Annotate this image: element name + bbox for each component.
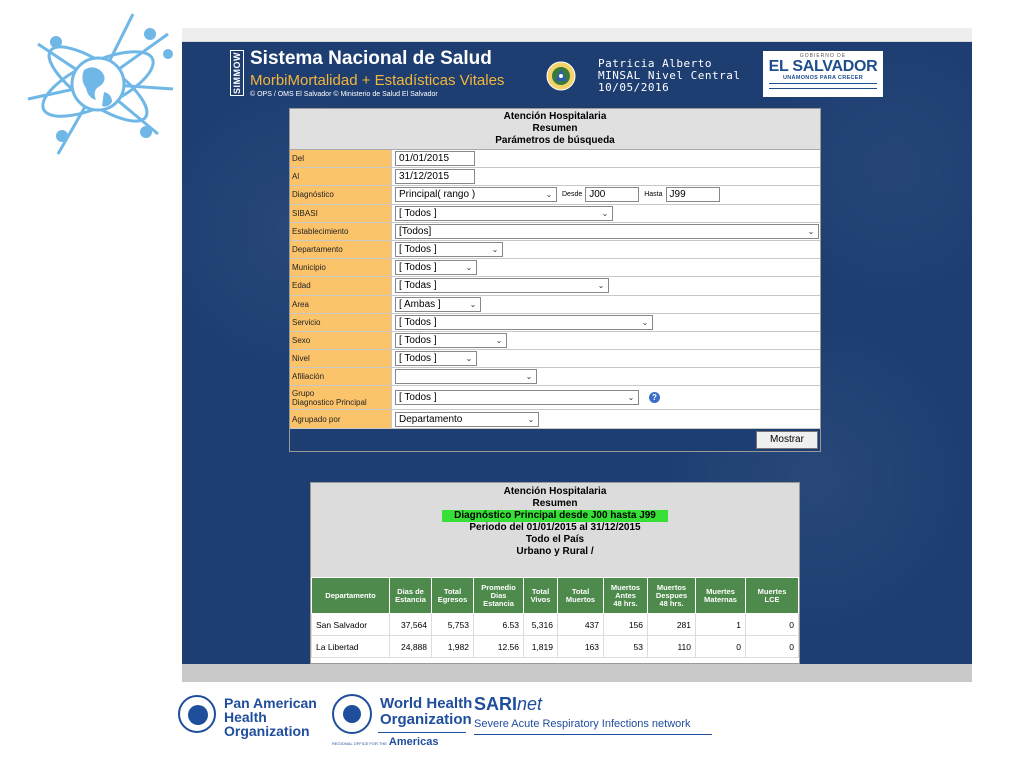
- col-muertes-lce: Muertes LCE: [746, 578, 799, 614]
- col-muertos-antes: Muertos Antes 48 hrs.: [604, 578, 648, 614]
- paho-emblem-icon: [178, 695, 216, 733]
- cell-departamento: San Salvador: [312, 614, 390, 636]
- chevron-down-icon: ⌄: [807, 226, 815, 236]
- row-edad: [290, 277, 820, 295]
- area-label: Area: [290, 296, 392, 313]
- chevron-down-icon: ⌄: [597, 281, 605, 291]
- sexo-select-value: [ Todos ]: [399, 334, 437, 346]
- row-nivel: [290, 350, 820, 368]
- servicio-label: Servicio: [290, 314, 392, 331]
- hasta-label: Hasta: [644, 191, 663, 199]
- departamento-label: Departamento: [290, 241, 392, 258]
- sexo-label: Sexo: [290, 332, 392, 349]
- mostrar-button[interactable]: Mostrar: [756, 431, 818, 449]
- departamento-select[interactable]: [395, 242, 503, 257]
- browser-screenshot: [182, 28, 972, 682]
- who-region-small: REGIONAL OFFICE FOR THE: [332, 741, 387, 746]
- servicio-select-value: [ Todos ]: [399, 316, 437, 328]
- row-diagnostico: [290, 186, 820, 204]
- params-subtitle: Resumen: [532, 123, 578, 134]
- chevron-down-icon: ⌄: [491, 245, 499, 255]
- el-salvador-logo: [762, 50, 884, 98]
- chevron-down-icon: ⌄: [465, 354, 473, 364]
- col-total-egresos: Total Egresos: [432, 578, 474, 614]
- cell-lce: 0: [746, 636, 799, 658]
- cell-lce: 0: [746, 614, 799, 636]
- agrupado-por-select[interactable]: [395, 412, 539, 427]
- cell-antes: 156: [604, 614, 648, 636]
- establecimiento-select[interactable]: [395, 224, 819, 239]
- nivel-label: Nivel: [290, 350, 392, 367]
- simmow-badge: SIMMOW: [232, 52, 242, 94]
- departamento-select-value: [ Todos ]: [399, 244, 437, 256]
- chevron-down-icon: ⌄: [627, 393, 635, 403]
- afiliacion-label: Afiliación: [290, 368, 392, 385]
- establecimiento-label: Establecimiento: [290, 223, 392, 240]
- results-subtitle: Resumen: [532, 498, 578, 509]
- cell-despues: 110: [648, 636, 696, 658]
- row-agrupado-por: [290, 410, 820, 428]
- copyright-text: © OPS / OMS El Salvador © Ministerio de Salud El Salvador: [250, 91, 438, 98]
- cell-promedio: 12.56: [474, 636, 524, 658]
- results-header: [311, 483, 799, 577]
- col-departamento: Departamento: [312, 578, 390, 614]
- chevron-down-icon: ⌄: [545, 190, 553, 200]
- cell-despues: 281: [648, 614, 696, 636]
- cell-dias: 24,888: [390, 636, 432, 658]
- row-sibasi: [290, 205, 820, 223]
- desde-input[interactable]: J00: [585, 187, 639, 202]
- who-divider: [378, 732, 466, 733]
- partner-logos: [170, 690, 730, 754]
- user-org: MINSAL Nivel Central: [598, 69, 741, 82]
- who-region: [332, 736, 438, 748]
- nivel-select[interactable]: [395, 351, 477, 366]
- chevron-down-icon: ⌄: [465, 263, 473, 273]
- logo-small-text: GOBIERNO DE: [799, 53, 847, 59]
- results-panel: [310, 482, 800, 664]
- params-footer: [290, 429, 820, 451]
- current-date: 10/05/2016: [598, 81, 670, 94]
- chevron-down-icon: ⌄: [469, 299, 477, 309]
- results-table: [311, 577, 799, 658]
- row-municipio: [290, 259, 820, 277]
- chevron-down-icon: ⌄: [495, 335, 503, 345]
- cell-egresos: 1,982: [432, 636, 474, 658]
- logo-stripes: [769, 83, 877, 89]
- params-header: [290, 109, 820, 150]
- browser-statusbar: [182, 664, 972, 682]
- who-emblem-icon: [332, 694, 372, 734]
- chevron-down-icon: ⌄: [601, 208, 609, 218]
- system-title: Sistema Nacional de Salud: [250, 48, 492, 69]
- row-departamento: [290, 241, 820, 259]
- who-region-name: Americas: [388, 736, 439, 748]
- row-del: [290, 150, 820, 168]
- cell-antes: 53: [604, 636, 648, 658]
- grupo-diagnostico-select[interactable]: [395, 390, 639, 405]
- who-line1: World Health: [380, 695, 473, 712]
- cell-departamento: La Libertad: [312, 636, 390, 658]
- del-date-input[interactable]: 01/01/2015: [395, 151, 475, 166]
- row-servicio: [290, 314, 820, 332]
- row-establecimiento: [290, 223, 820, 241]
- globe-emblem-icon: [18, 4, 178, 164]
- logo-main-text: EL SALVADOR: [768, 58, 878, 75]
- area-select[interactable]: [395, 297, 481, 312]
- servicio-select[interactable]: [395, 315, 653, 330]
- desde-label: Desde: [562, 191, 583, 199]
- results-period: Periodo del 01/01/2015 al 31/12/2015: [469, 522, 641, 533]
- cell-muertos: 437: [558, 614, 604, 636]
- diagnostico-label: Diagnóstico: [290, 186, 392, 203]
- al-label: Al: [290, 168, 392, 185]
- cell-muertos: 163: [558, 636, 604, 658]
- table-header-row: [312, 578, 799, 614]
- nivel-select-value: [ Todos ]: [399, 353, 437, 365]
- col-total-vivos: Total Vivos: [524, 578, 558, 614]
- col-muertos-despues: Muertos Despues 48 hrs.: [648, 578, 696, 614]
- national-seal-icon: [546, 61, 576, 91]
- edad-select[interactable]: [395, 278, 609, 293]
- edad-label: Edad: [290, 277, 392, 294]
- municipio-select-value: [ Todos ]: [399, 262, 437, 274]
- diagnostico-select[interactable]: [395, 187, 557, 202]
- agrupado-por-select-value: Departamento: [399, 413, 463, 425]
- col-promedio: Promedio Dias Estancia: [474, 578, 524, 614]
- search-parameters-form: [289, 108, 821, 452]
- paho-name: [224, 696, 317, 738]
- chevron-down-icon: ⌄: [641, 317, 649, 327]
- cell-vivos: 1,819: [524, 636, 558, 658]
- params-caption: Parámetros de búsqueda: [495, 135, 615, 146]
- cell-maternas: 0: [696, 636, 746, 658]
- establecimiento-select-value: [Todos]: [399, 225, 432, 237]
- paho-line2: Health: [224, 709, 267, 725]
- cell-vivos: 5,316: [524, 614, 558, 636]
- logo-tagline: UNÁMONOS PARA CRECER: [783, 75, 863, 81]
- agrupado-por-label: Agrupado por: [290, 410, 392, 427]
- area-select-value: [ Ambas ]: [399, 298, 441, 310]
- grupo-label-line1: Grupo: [292, 388, 315, 398]
- sarinet-logo: [474, 694, 542, 715]
- user-name: Patricia Alberto: [598, 57, 712, 70]
- hasta-input[interactable]: J99: [666, 187, 720, 202]
- results-scope: Todo el País: [525, 534, 585, 545]
- municipio-label: Municipio: [290, 259, 392, 276]
- sibasi-select[interactable]: [395, 206, 613, 221]
- diagnostico-select-value: Principal( rango ): [399, 189, 476, 201]
- help-icon[interactable]: ?: [649, 392, 660, 403]
- sari-italic: net: [517, 694, 543, 714]
- who-name: [380, 696, 472, 728]
- web-viewport: [182, 42, 972, 664]
- results-diagnosis-highlight: Diagnóstico Principal desde J00 hasta J99: [442, 510, 668, 522]
- edad-select-value: [ Todas ]: [399, 280, 437, 292]
- results-area: Urbano y Rural /: [516, 546, 594, 557]
- user-info: [598, 58, 740, 94]
- row-area: [290, 296, 820, 314]
- who-line2: Organization: [380, 711, 472, 728]
- params-title: Atención Hospitalaria: [503, 111, 607, 122]
- grupo-label-line2: Diagnostico Principal: [292, 397, 367, 407]
- sarinet-divider: [474, 734, 712, 735]
- results-title: Atención Hospitalaria: [503, 486, 607, 497]
- cell-promedio: 6.53: [474, 614, 524, 636]
- row-afiliacion: [290, 368, 820, 386]
- chevron-down-icon: ⌄: [525, 372, 533, 382]
- col-total-muertos: Total Muertos: [558, 578, 604, 614]
- system-subtitle: MorbiMortalidad + Estadísticas Vitales: [250, 72, 505, 89]
- table-row: [312, 614, 799, 636]
- al-date-input[interactable]: 31/12/2015: [395, 169, 475, 184]
- cell-maternas: 1: [696, 614, 746, 636]
- col-dias-estancia: Dias de Estancia: [390, 578, 432, 614]
- grupo-diagnostico-label: [290, 386, 392, 409]
- afiliacion-select[interactable]: [395, 369, 537, 384]
- paho-line3: Organization: [224, 723, 310, 739]
- sari-bold: SARI: [474, 694, 518, 714]
- row-sexo: [290, 332, 820, 350]
- sexo-select[interactable]: [395, 333, 507, 348]
- browser-toolbar: [182, 28, 972, 42]
- grupo-diagnostico-select-value: [ Todos ]: [399, 392, 437, 404]
- row-grupo-diagnostico: [290, 386, 820, 410]
- paho-line1: Pan American: [224, 695, 317, 711]
- col-muertes-maternas: Muertes Maternas: [696, 578, 746, 614]
- municipio-select[interactable]: [395, 260, 477, 275]
- chevron-down-icon: ⌄: [527, 414, 535, 424]
- sarinet-subtitle: Severe Acute Respiratory Infections network: [474, 718, 691, 730]
- sibasi-label: SIBASI: [290, 205, 392, 222]
- cell-dias: 37,564: [390, 614, 432, 636]
- del-label: Del: [290, 150, 392, 167]
- cell-egresos: 5,753: [432, 614, 474, 636]
- table-row: [312, 636, 799, 658]
- sibasi-select-value: [ Todos ]: [399, 207, 437, 219]
- row-al: [290, 168, 820, 186]
